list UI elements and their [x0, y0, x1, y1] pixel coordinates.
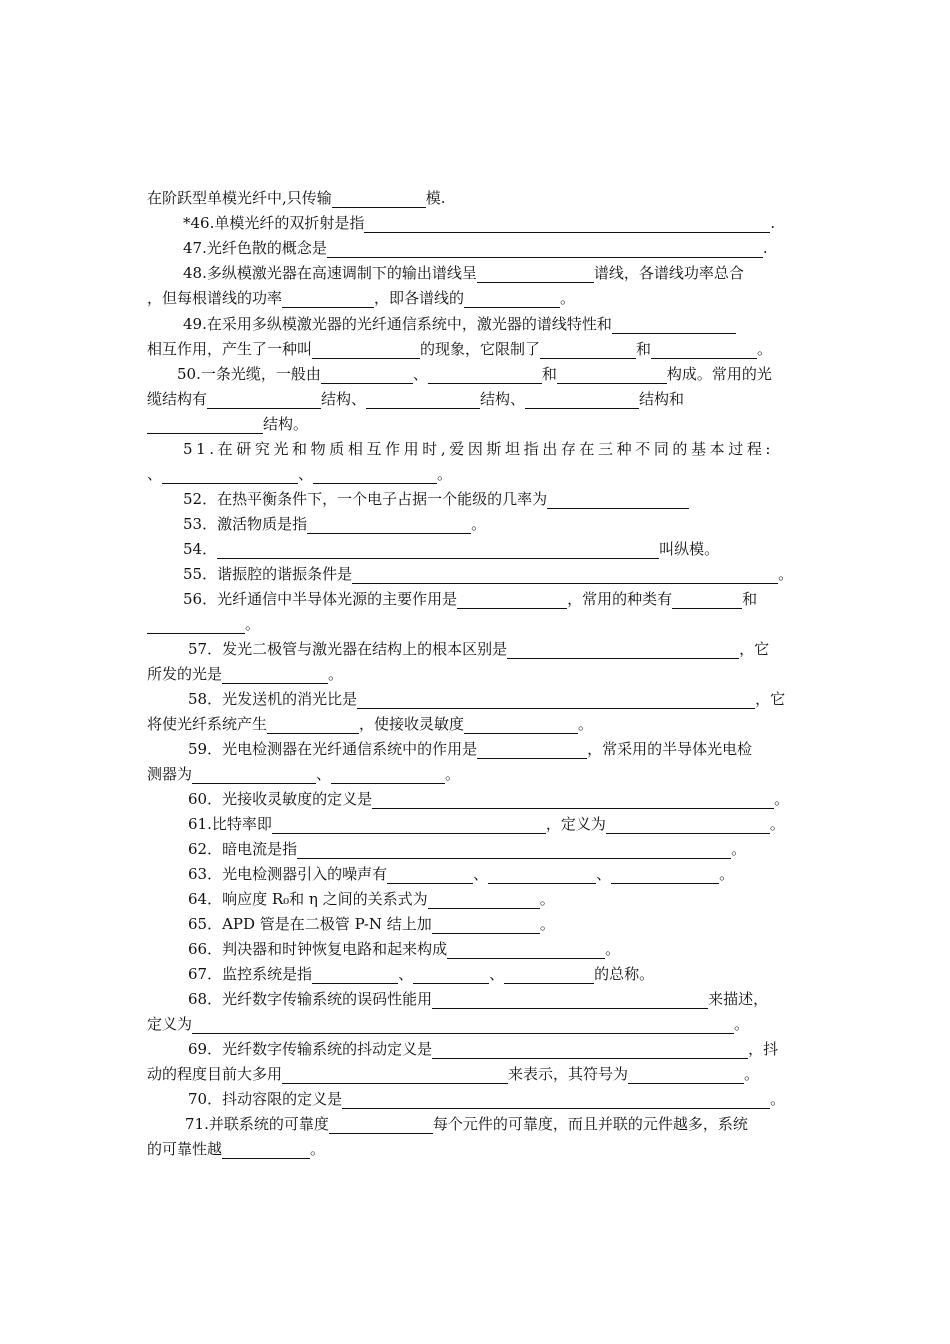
text: 、 — [412, 365, 428, 383]
text: 叫纵模。 — [659, 540, 720, 558]
blank — [428, 367, 542, 384]
blank — [364, 216, 770, 233]
text: 来描述， — [708, 990, 769, 1008]
text: 。 — [769, 815, 785, 833]
blank — [547, 492, 689, 509]
text: 和 — [541, 365, 557, 383]
question-68-cont — [147, 1014, 749, 1034]
blank — [366, 392, 480, 409]
text: 。 — [770, 1090, 786, 1108]
question-68 — [188, 989, 768, 1009]
blank — [162, 467, 298, 484]
text: 来表示，其符号为 — [508, 1065, 629, 1083]
text: ，常用的种类有 — [567, 590, 673, 608]
question-63 — [188, 864, 734, 884]
text: ，它 — [739, 640, 770, 658]
blank — [147, 417, 263, 434]
blank — [504, 967, 594, 984]
blank — [272, 817, 546, 834]
text: 68．光纤数字传输系统的误码性能用 — [188, 990, 433, 1008]
text: 相互作用，产生了一种叫 — [147, 340, 313, 358]
text: 70．抖动容限的定义是 — [188, 1090, 343, 1108]
text: 的可靠性越 — [147, 1140, 223, 1158]
text: 69．光纤数字传输系统的抖动定义是 — [188, 1040, 433, 1058]
blank — [312, 967, 398, 984]
text: 。 — [578, 715, 594, 733]
text: 、 — [489, 965, 505, 983]
blank — [557, 367, 667, 384]
text: 66．判决器和时钟恢复电路和起来构成 — [188, 940, 448, 958]
text: 谱线，各谱线功率总合 — [593, 264, 744, 282]
question-50-cont — [147, 389, 684, 409]
text: 的总称。 — [594, 965, 655, 983]
question-53 — [183, 514, 486, 534]
text: 53．激活物质是指 — [183, 515, 308, 533]
text: 47.光纤色散的概念是 — [183, 239, 327, 257]
text: 56．光纤通信中半导体光源的主要作用是 — [183, 590, 458, 608]
text: . — [762, 239, 768, 257]
blank — [222, 1142, 310, 1159]
text: 和 — [742, 590, 758, 608]
question-58-cont — [147, 714, 593, 734]
blank — [464, 717, 578, 734]
blank — [372, 792, 774, 809]
question-58 — [188, 689, 785, 709]
blank — [525, 392, 639, 409]
text: 将使光纤系统产生 — [147, 715, 268, 733]
blank — [352, 567, 778, 584]
text: 。 — [245, 615, 261, 633]
question-60 — [188, 789, 789, 809]
blank — [342, 1092, 770, 1109]
blank — [192, 1017, 734, 1034]
question-56 — [183, 589, 757, 609]
text: 、 — [298, 465, 314, 483]
question-50-cont2 — [147, 414, 308, 434]
text: 。 — [328, 665, 344, 683]
text: 。 — [560, 289, 576, 307]
question-55 — [183, 564, 793, 584]
blank — [507, 642, 739, 659]
line-45-cont — [147, 188, 446, 208]
blank — [267, 717, 359, 734]
text: 和 — [636, 340, 652, 358]
question-46 — [183, 213, 775, 233]
text: 。 — [605, 940, 621, 958]
question-56-cont — [147, 614, 260, 634]
question-59-cont — [147, 764, 460, 784]
text: 。 — [539, 890, 555, 908]
question-65 — [188, 914, 555, 934]
text: 缆结构有 — [147, 390, 208, 408]
text: . — [770, 214, 776, 232]
text: ，定义为 — [545, 815, 606, 833]
blank — [387, 867, 473, 884]
text: 、 — [398, 965, 414, 983]
text: 结构。 — [263, 415, 309, 433]
text: 。 — [744, 1065, 760, 1083]
question-64 — [188, 889, 555, 909]
text: 定义为 — [147, 1015, 193, 1033]
text: 、 — [147, 465, 163, 483]
blank — [329, 1117, 433, 1134]
text: 、 — [596, 865, 612, 883]
text: 65．APD 管是在二极管 P-N 结上加 — [188, 915, 432, 933]
blank — [447, 942, 605, 959]
text: 。 — [731, 840, 747, 858]
text: 52．在热平衡条件下，一个电子占据一个能级的几率为 — [183, 490, 548, 508]
question-59 — [188, 739, 752, 759]
text: 54． — [183, 540, 218, 558]
blank — [282, 1067, 508, 1084]
question-62 — [188, 839, 746, 859]
question-51-cont — [147, 464, 452, 484]
text: ，即各谱线的 — [374, 289, 465, 307]
text: *46.单模光纤的双折射是指 — [183, 214, 365, 232]
blank — [192, 767, 316, 784]
text: 57．发光二极管与激光器在结构上的根本区别是 — [188, 640, 508, 658]
text: 在阶跃型单模光纤中,只传输 — [147, 189, 332, 207]
question-61 — [188, 814, 785, 834]
text: 67．监控系统是指 — [188, 965, 313, 983]
text: 模. — [425, 189, 446, 207]
question-57 — [188, 639, 769, 659]
text: 结构、 — [480, 390, 526, 408]
text: 60．光接收灵敏度的定义是 — [188, 790, 373, 808]
text: 结构和 — [639, 390, 685, 408]
blank — [488, 867, 596, 884]
blank — [297, 842, 731, 859]
text: 71.并联系统的可靠度 — [185, 1115, 329, 1133]
text: 61.比特率即 — [188, 815, 272, 833]
blank — [313, 467, 437, 484]
blank — [477, 266, 594, 283]
text: 。 — [539, 915, 555, 933]
text: 。 — [310, 1140, 326, 1158]
question-48 — [183, 263, 744, 283]
text: 所发的光是 — [147, 665, 223, 683]
question-66 — [188, 939, 620, 959]
blank — [312, 342, 420, 359]
blank — [672, 592, 742, 609]
question-49 — [183, 314, 736, 334]
blank — [611, 867, 719, 884]
text: 58．光发送机的消光比是 — [188, 690, 358, 708]
question-71-cont — [147, 1139, 325, 1159]
blank — [282, 291, 374, 308]
text: 51.在研究光和物质相互作用时,爱因斯坦指出存在三种不同的基本过程: — [183, 440, 775, 458]
text: 64．响应度 R₀和 η 之间的关系式为 — [188, 890, 428, 908]
blank — [464, 291, 560, 308]
text: 63．光电检测器引入的噪声有 — [188, 865, 388, 883]
question-71 — [185, 1114, 748, 1134]
text: 。 — [757, 340, 773, 358]
text: 59．光电检测器在光纤通信系统中的作用是 — [188, 740, 478, 758]
text: 。 — [778, 565, 794, 583]
text: ，但每根谱线的功率 — [147, 289, 283, 307]
text: 49.在采用多纵模激光器的光纤通信系统中，激光器的谱线特性和 — [183, 315, 612, 333]
blank — [651, 342, 757, 359]
text: ，抖 — [748, 1040, 779, 1058]
text: 。 — [774, 790, 790, 808]
blank — [327, 241, 763, 258]
text: 每个元件的可靠度，而且并联的元件越多，系统 — [432, 1115, 748, 1133]
blank — [432, 917, 540, 934]
question-67 — [188, 964, 654, 984]
text: 结构、 — [321, 390, 367, 408]
question-51 — [183, 439, 774, 459]
text: 55．谐振腔的谐振条件是 — [183, 565, 353, 583]
text: 。 — [734, 1015, 750, 1033]
text: ，它 — [755, 690, 786, 708]
question-50 — [177, 364, 772, 384]
blank — [413, 967, 489, 984]
blank — [457, 592, 567, 609]
blank — [222, 667, 328, 684]
blank — [331, 767, 445, 784]
text: 。 — [471, 515, 487, 533]
blank — [432, 992, 708, 1009]
blank — [606, 817, 770, 834]
text: 50.一条光缆，一般由 — [177, 365, 321, 383]
question-47 — [183, 238, 768, 258]
blank — [357, 692, 755, 709]
question-49-cont — [147, 339, 772, 359]
question-69 — [188, 1039, 778, 1059]
text: 的现象，它限制了 — [420, 340, 541, 358]
blank — [612, 317, 736, 334]
blank — [477, 742, 587, 759]
text: 。 — [445, 765, 461, 783]
question-54 — [183, 539, 719, 559]
blank — [207, 392, 321, 409]
blank — [540, 342, 636, 359]
blank — [321, 367, 413, 384]
blank — [428, 892, 540, 909]
question-57-cont — [147, 664, 343, 684]
question-48-cont — [147, 288, 575, 308]
text: 、 — [316, 765, 332, 783]
text: 48.多纵模激光器在高速调制下的输出谱线呈 — [183, 264, 477, 282]
blank — [628, 1067, 744, 1084]
text: 测器为 — [147, 765, 193, 783]
text: 62．暗电流是指 — [188, 840, 298, 858]
question-69-cont — [147, 1064, 759, 1084]
text: 、 — [473, 865, 489, 883]
text: 。 — [719, 865, 735, 883]
text: 构成。常用的光 — [666, 365, 772, 383]
blank — [147, 617, 245, 634]
blank — [432, 1042, 748, 1059]
question-52 — [183, 489, 689, 509]
text: ，使接收灵敏度 — [359, 715, 465, 733]
blank — [307, 517, 471, 534]
text: 。 — [437, 465, 453, 483]
blank — [332, 191, 426, 208]
text: 动的程度目前大多用 — [147, 1065, 283, 1083]
text: ，常采用的半导体光电检 — [587, 740, 753, 758]
blank — [217, 542, 659, 559]
question-70 — [188, 1089, 785, 1109]
